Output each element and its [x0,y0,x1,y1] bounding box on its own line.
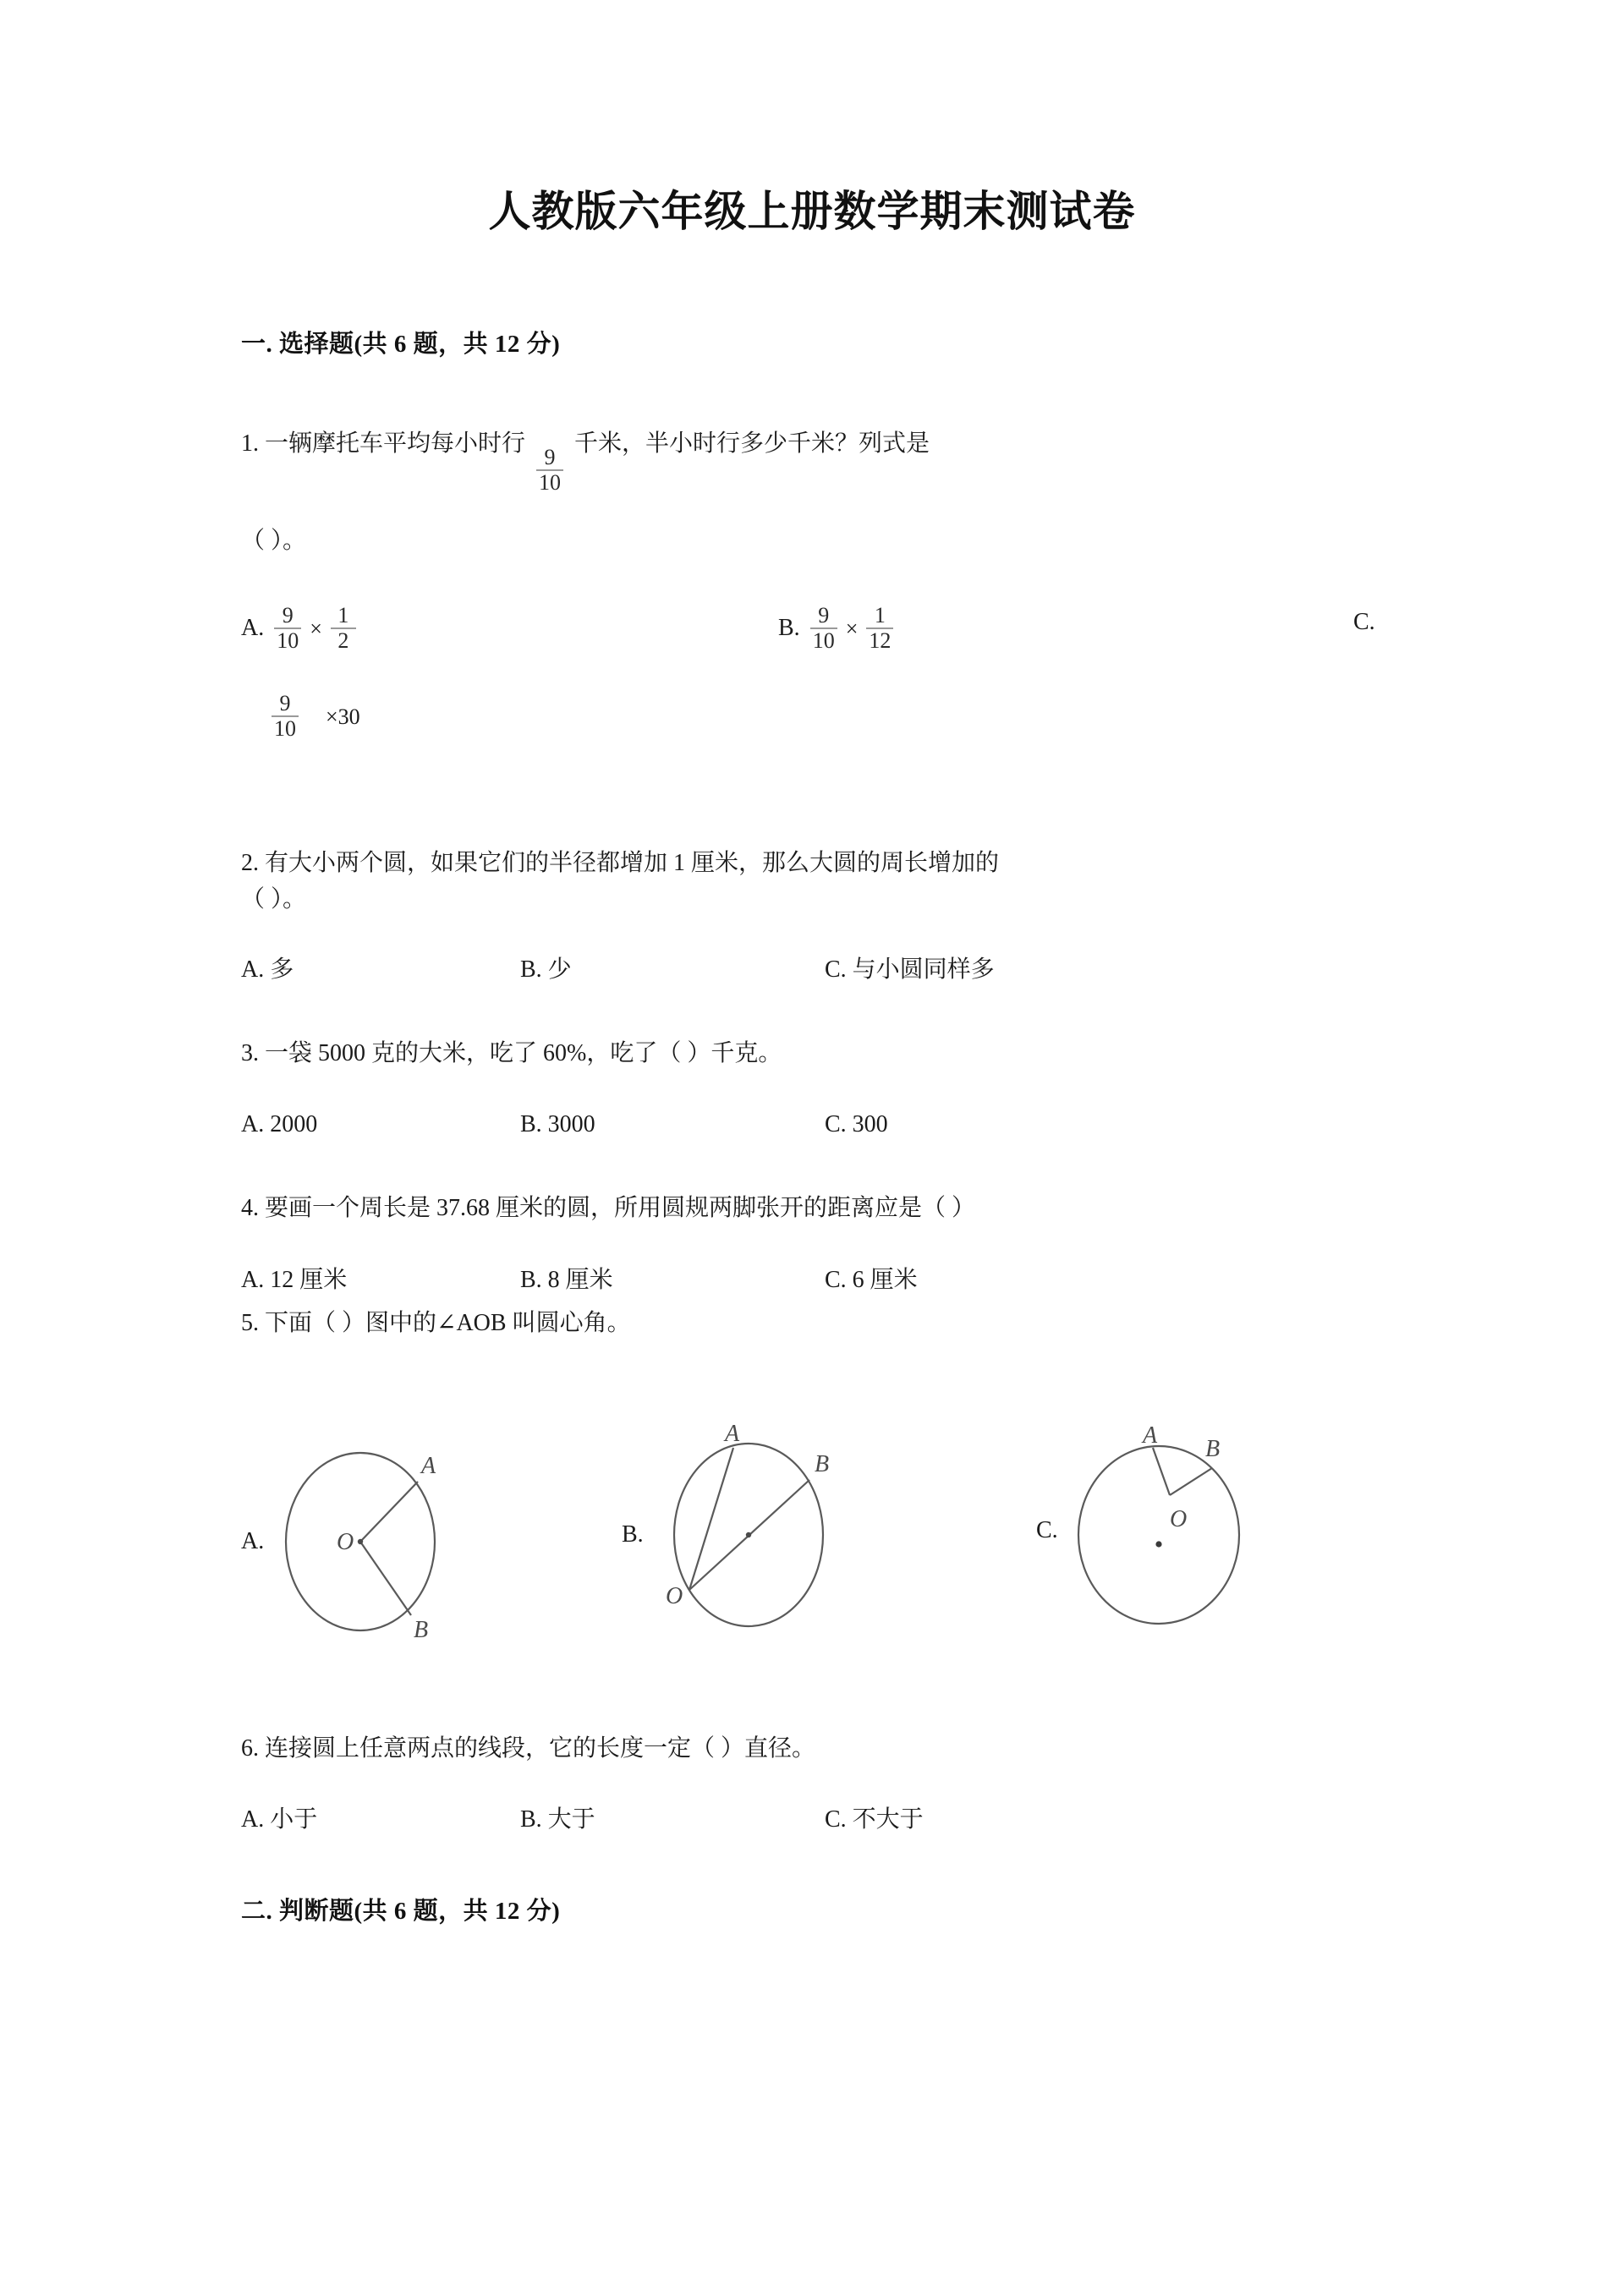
fraction-denominator: 10 [277,628,299,653]
question-1-options-row-1 [241,605,1383,693]
section-heading-truefalse: 二. 判断题(共 6 题，共 12 分) [241,1898,561,1926]
fraction-denominator: 10 [539,469,562,495]
option-b-fraction-2 [866,605,893,652]
circle-diagram-c [1070,1421,1265,1641]
question-4-number: 4. [241,1195,259,1222]
option-letter-c: C. [1353,609,1375,635]
question-2-option-a[interactable]: A. 多 [241,956,294,983]
page-content [241,0,1383,1926]
question-5-figures [241,1387,1383,1641]
option-a-fraction-1 [274,605,301,652]
fraction-denominator: 2 [337,628,349,653]
multiply-thirty: ×30 [326,704,360,729]
question-4 [241,1190,1383,1226]
multiply-sign: × [845,616,859,641]
fraction-numerator: 9 [544,444,556,469]
question-2-option-c[interactable]: C. 与小圆同样多 [825,956,995,983]
svg-text:B: B [414,1616,429,1643]
option-letter-b: B. [778,615,800,641]
question-3-option-b[interactable]: B. 3000 [520,1111,595,1138]
question-6-options [241,1802,1383,1849]
question-3-text: 一袋 5000 克的大米，吃了 60%，吃了（ ）千克。 [265,1039,782,1066]
question-1-option-c-value[interactable] [266,693,364,740]
question-6 [241,1730,1383,1767]
question-3-option-c[interactable]: C. 300 [825,1111,888,1138]
question-6-option-b[interactable]: B. 大于 [520,1806,595,1833]
fraction-numerator: 9 [279,691,291,715]
figure-letter-a: A. [241,1527,265,1554]
question-3-option-a[interactable]: A. 2000 [241,1111,318,1138]
figure-option-a[interactable] [241,1436,453,1647]
option-letter-a: A. [241,615,265,641]
svg-text:A: A [1142,1422,1157,1449]
question-1-option-b[interactable] [778,605,898,652]
question-5-text: 下面（ ）图中的∠AOB 叫圆心角。 [265,1309,631,1336]
question-1-blank: （ ）。 [241,527,307,554]
fraction-9-10 [536,444,563,495]
question-1-option-a[interactable] [241,605,361,652]
question-4-text: 要画一个周长是 37.68 厘米的圆，所用圆规两脚张开的距离应是（ ） [265,1195,976,1222]
fraction-denominator: 10 [274,716,296,741]
section-heading-choice: 一. 选择题(共 6 题，共 12 分) [241,330,561,358]
question-1-options-row-2 [241,693,1383,786]
svg-text:O: O [665,1582,683,1609]
fraction-numerator: 1 [874,603,886,627]
figure-letter-b: B. [622,1521,644,1548]
option-c-fraction-1 [272,693,299,740]
question-1 [241,425,1383,494]
option-a-fraction-2 [331,605,356,652]
svg-text:A: A [724,1420,739,1447]
multiply-sign: × [310,616,322,641]
figure-option-b[interactable] [622,1421,850,1649]
question-5 [241,1305,1383,1341]
question-2-number: 2. [241,850,259,876]
figure-option-c[interactable] [1036,1421,1265,1641]
question-5-number: 5. [241,1309,259,1336]
question-2-option-b[interactable]: B. 少 [520,956,572,983]
question-2-blank: （ ）。 [241,886,307,913]
svg-text:O: O [1169,1505,1187,1532]
figure-letter-c: C. [1036,1516,1058,1543]
question-2 [241,845,1383,881]
page-title: 人教版六年级上册数学期末测试卷 [488,188,1136,235]
question-3-options [241,1107,1383,1154]
question-1-text-b: 千米，半小时行多少千米？列式是 [574,430,930,457]
question-4-options [241,1263,1383,1305]
question-1-option-c-letter[interactable] [1353,605,1380,640]
question-4-option-b[interactable]: B. 8 厘米 [520,1266,613,1293]
question-4-option-a[interactable]: A. 12 厘米 [241,1266,348,1293]
option-b-fraction-1 [810,605,837,652]
question-2-options [241,952,1383,1000]
fraction-denominator: 12 [869,628,892,653]
svg-text:B: B [1204,1435,1220,1462]
question-3 [241,1035,1383,1071]
fraction-numerator: 9 [818,603,830,627]
fraction-denominator: 10 [812,628,835,653]
question-1-number: 1. [241,430,259,457]
svg-text:O: O [337,1528,354,1555]
svg-text:B: B [814,1450,829,1477]
question-3-number: 3. [241,1039,259,1066]
question-6-option-c[interactable]: C. 不大于 [825,1806,924,1833]
circle-diagram-b [656,1421,850,1649]
svg-text:A: A [421,1452,436,1479]
question-2-text: 有大小两个圆，如果它们的半径都增加 1 厘米，那么大圆的周长增加的 [265,850,1000,876]
question-6-option-a[interactable]: A. 小于 [241,1806,318,1833]
question-4-option-c[interactable]: C. 6 厘米 [825,1266,918,1293]
fraction-numerator: 9 [282,603,294,627]
question-1-text-a: 一辆摩托车平均每小时行 [265,430,526,457]
fraction-numerator: 1 [337,603,349,627]
question-6-text: 连接圆上任意两点的线段，它的长度一定（ ）直径。 [265,1734,816,1762]
circle-diagram-a [276,1436,453,1647]
question-6-number: 6. [241,1734,259,1762]
